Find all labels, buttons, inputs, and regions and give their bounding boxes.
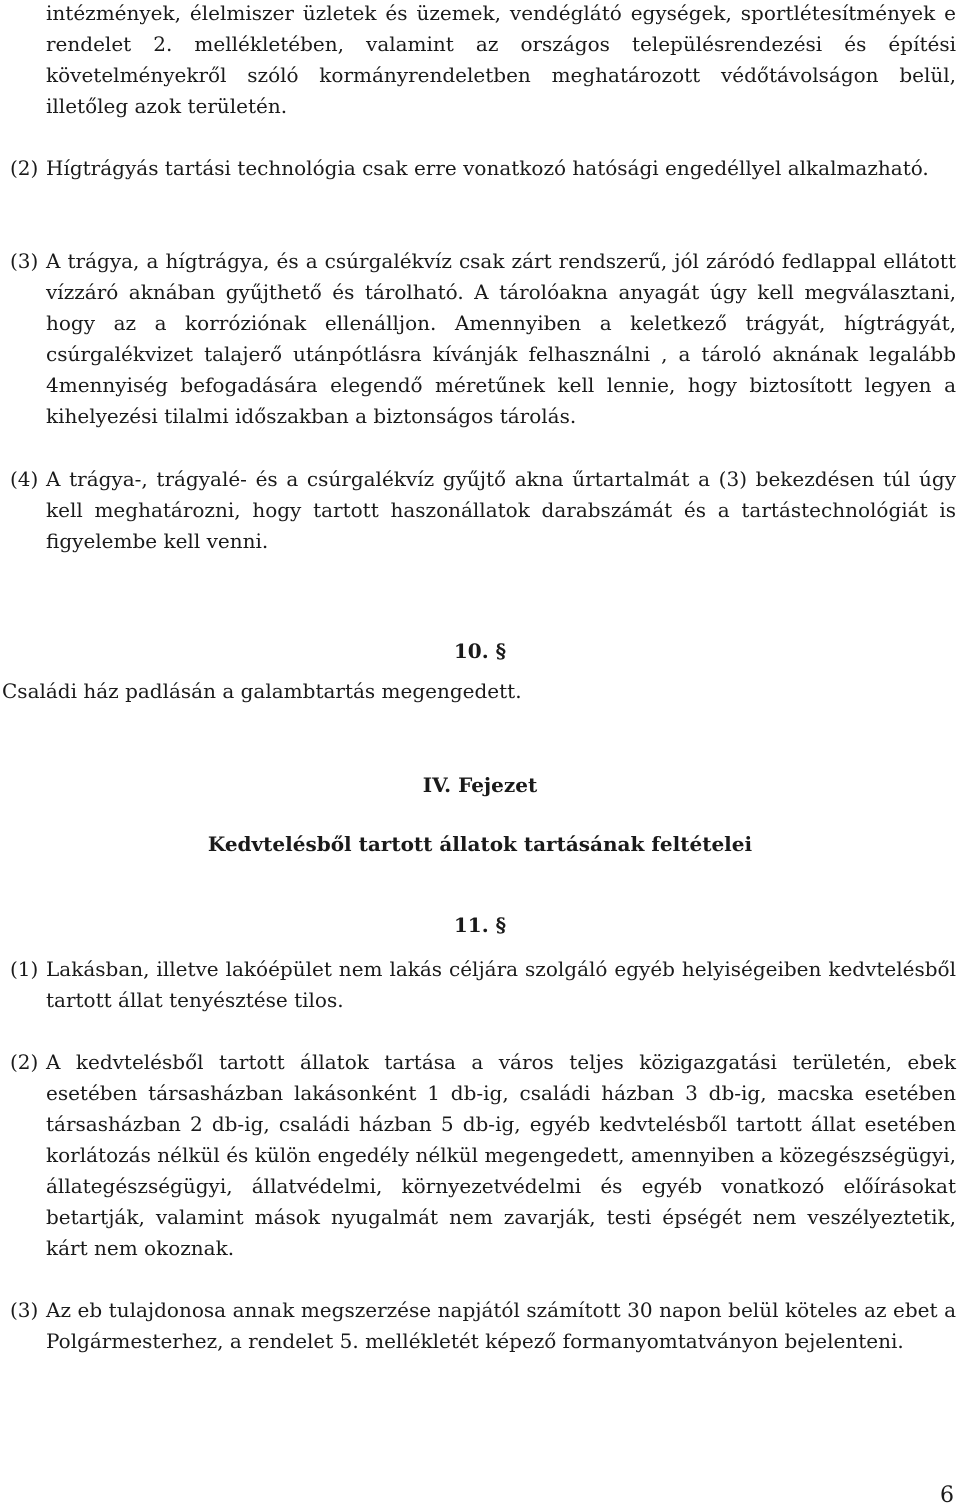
paragraph-3	[10, 246, 956, 432]
section-11-heading: 11. §	[453, 913, 507, 937]
paragraph-number: (1)	[10, 957, 39, 981]
paragraph-continuation: intézmények, élelmiszer üzletek és üzemek, vendéglátó egységek, sportlétesítmények e rendelet 2. mellékletében, valamint az országos településrendezési és építési követelményekről szóló kormányrendeletben meghatározott védőtávolságon belül, illetőleg azok területén.	[46, 1, 956, 118]
paragraph-text: A trágya-, trágyalé- és a csúrgalékvíz gyűjtő akna űrtartalmát a (3) bekezdésen túl úgy kell meghatározni, hogy tartott haszonállatok darabszámát és a tartástechnológiát is figyelembe kell venni.	[46, 467, 956, 553]
paragraph-4	[10, 464, 956, 557]
chapter-title: IV. Fejezet	[422, 773, 538, 797]
section-11-paragraph-3	[10, 1295, 956, 1357]
section-11-paragraph-1	[10, 954, 956, 1016]
paragraph-text: Lakásban, illetve lakóépület nem lakás céljára szolgáló egyéb helyiségeiben kedvtelésből tartott állat tenyésztése tilos.	[46, 957, 956, 1012]
paragraph-number: (2)	[10, 156, 39, 180]
paragraph-number: (3)	[10, 249, 39, 273]
chapter-subtitle: Kedvtelésből tartott állatok tartásának feltételei	[207, 832, 753, 856]
paragraph-text: Az eb tulajdonosa annak megszerzése napjától számított 30 napon belül köteles az ebet a Polgármesterhez, a rendelet 5. mellékletét képező formanyomtatványon bejelenteni.	[46, 1298, 956, 1353]
paragraph-number: (4)	[10, 467, 39, 491]
paragraph-2	[10, 153, 956, 184]
paragraph-text: A trágya, a hígtrágya, és a csúrgalékvíz csak zárt rendszerű, jól záródó fedlappal ellátott vízzáró aknában gyűjthető és tárolható. A tárolóakna anyagát úgy kell megválasztani, hogy az a korróziónak ellenálljon. Amennyiben a keletkező trágyát, hígtrágyát, csúrgalékvizet talajerő utánpótlásra kívánják felhasználni , a tároló aknának legalább 4mennyiség befogadására elegendő méretűnek kell lennie, hogy biztosított legyen a kihelyezési tilalmi időszakban a biztonságos tárolás.	[46, 249, 956, 428]
paragraph-number: (2)	[10, 1050, 39, 1074]
section-10-text: Családi ház padlásán a galambtartás megengedett.	[2, 679, 522, 703]
paragraph-text: A kedvtelésből tartott állatok tartása a város teljes közigazgatási területén, ebek esetében társasházban lakásonként 1 db-ig, családi házban 3 db-ig, macska esetében társasházban 2 db-ig, családi házban 5 db-ig, egyéb kedvtelésből tartott állat esetében korlátozás nélkül és külön engedély nélkül megengedett, amennyiben a közegészségügyi, állategészségügyi, állatvédelmi, környezetvédelmi és egyéb vonatkozó előírásokat betartják, valamint mások nyugalmát nem zavarják, testi épségét nem veszélyeztetik, kárt nem okoznak.	[46, 1050, 956, 1260]
section-10-heading: 10. §	[453, 639, 507, 663]
paragraph-number: (3)	[10, 1298, 39, 1322]
page-number: 6	[940, 1483, 954, 1508]
section-11-paragraph-2	[10, 1047, 956, 1264]
paragraph-text: Hígtrágyás tartási technológia csak erre vonatkozó hatósági engedéllyel alkalmazható.	[46, 156, 929, 180]
